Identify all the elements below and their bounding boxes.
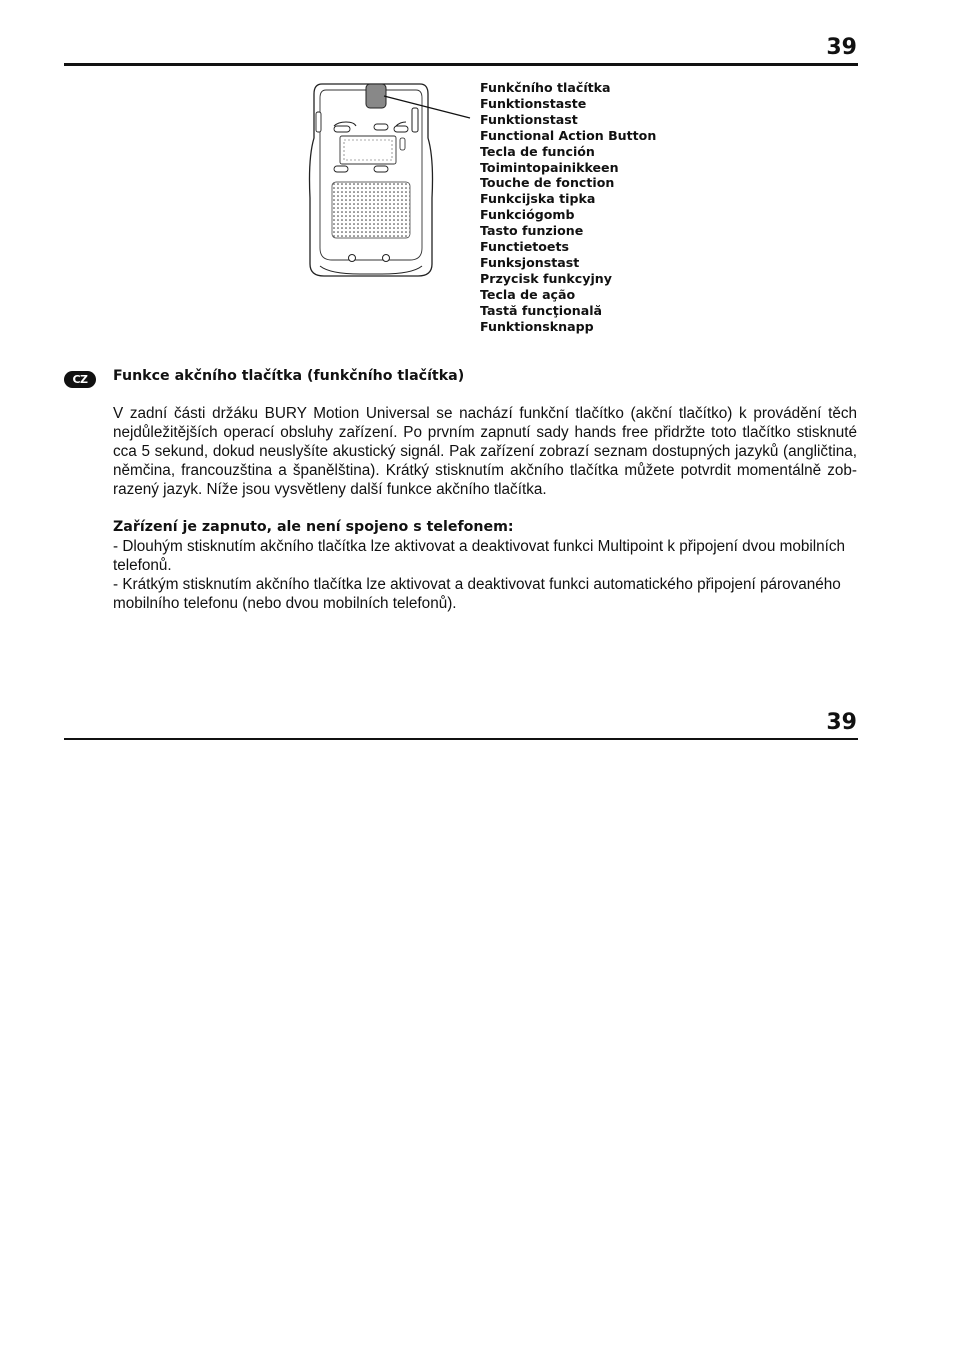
callout-label: Funkciógomb (480, 207, 575, 223)
callout-label: Funktionstaste (480, 95, 587, 111)
device-illustration (300, 78, 480, 284)
callout-label: Tecla de función (480, 143, 595, 159)
callout-labels (480, 80, 656, 335)
page-number-top: 39 (826, 35, 857, 60)
callout-label: Funkcijska tipka (480, 191, 596, 207)
callout-label: Funksjonstast (480, 254, 580, 270)
list-item: - Dlouhým stisknutím akčního tlačítka lze aktivovat a deaktivovat funkci Multipoint k připojení dvou mobilních telefonů. (113, 538, 846, 574)
callout-label: Functietoets (480, 239, 569, 255)
callout-label: Przycisk funkcyjny (480, 270, 612, 286)
subheading: Zařízení je zapnuto, ale není spojeno s telefonem: (113, 519, 514, 535)
header-rule (64, 63, 858, 66)
callout-label: Funktionsknapp (480, 318, 594, 334)
language-badge: CZ (64, 371, 96, 388)
list-item: - Krátkým stisknutím akčního tlačítka lze aktivovat a deaktivovat funkci automatického připojení párovaného mobilního telefonu (nebo dvou mobilních telefonů). (113, 576, 841, 612)
callout-label: Funkčního tlačítka (480, 80, 611, 95)
intro-paragraph: V zadní části držáku BURY Motion Universal se nachází funkční tlačítko (akční tlačítko) k provádění těch nejdůležitějších operací obsluhy zařízení. Po prvním zapnutí sady hands free přidržte toto tlačítko stisknuté cca 5 sekund, dokud neuslyšíte akustický signál. Pak zařízení zobrazí seznam dostupných jazyků (angličtina, němčina, francouzština a španělština). Krátký stisknutím akčního tlačítka můžete potvrdit momentálně zobrazený jazyk. Níže jsou vysvětleny další funkce akčního tlačítka. (113, 405, 857, 498)
callout-label: Toimintopainikkeen (480, 159, 619, 175)
callout-label: Tasto funzione (480, 223, 584, 239)
footer-rule (64, 738, 858, 740)
callout-label: Touche de fonction (480, 175, 615, 191)
callout-label: Functional Action Button (480, 127, 657, 143)
callout-label: Tastă funcţională (480, 302, 603, 318)
page-number-bottom: 39 (826, 710, 857, 735)
section-title: Funkce akčního tlačítka (funkčního tlačítka) (113, 368, 465, 384)
callout-label: Funktionstast (480, 111, 578, 127)
callout-label: Tecla de ação (480, 286, 576, 302)
